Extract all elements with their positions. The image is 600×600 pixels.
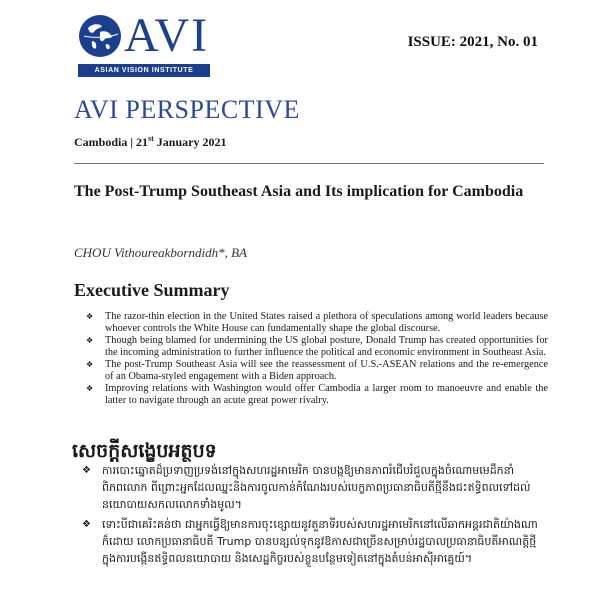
diamond-bullet-icon: ❖	[86, 336, 94, 345]
khmer-summary-text: ទោះបីជាគេរិះគន់ថា ជាអ្នកធ្វើឱ្យមានការចុះខ្សោយនូវតួនាទីរបស់សហរដ្ឋអាមេរិកនៅលើឆាកអន្តរជាតិយ៉ាងណាក៏ដោយ លោកប្រធានាធិបតី Trump បានបន្សល់ទុកនូវឱកាសជាច្រើនសម្រាប់រដ្ឋបាលប្រធានាធិបតីអាណត្តិថ្មី ក្នុងការបង្កើនឥទ្ធិពលនយោបាយ និងសេដ្ឋកិច្ចរបស់ខ្លួនបន្ថែមទៀតនៅក្នុងតំបន់អាស៊ីអាគ្នេយ៍។	[102, 518, 538, 565]
author-line: CHOU Vithoureakborndidh*, BA	[74, 245, 247, 260]
publication-title: AVI PERSPECTIVE	[74, 95, 300, 124]
summary-text: Improving relations with Washington would offer Cambodia a larger room to manoeuvre and enable the latter to navigate through an acute great power rivalry.	[105, 383, 548, 406]
khmer-summary-text: ការបោះឆ្នោតដ៏ប្រទាញប្រទង់នៅក្នុងសហរដ្ឋអាមេរិក បានបង្កឱ្យមានភាពរំជើបរំជួលក្នុងចំណោមមេដឹកនាំពិភពលោក ពីព្រោះអ្នកដែលឈ្នះនិងការចូលកាន់កំណែងរបស់បេក្ខភាពប្រធានាធិបតីថ្មីនឹងជះឥទ្ធិពលទៅដល់នយោបាយសកលលោកទាំងមូល។	[102, 464, 531, 511]
executive-summary-list	[86, 311, 548, 407]
diamond-bullet-icon: ❖	[86, 384, 94, 393]
avi-logo	[78, 9, 218, 80]
dateline-ordinal: st	[148, 134, 154, 143]
list-item	[86, 335, 548, 358]
list-item	[86, 359, 548, 382]
divider	[74, 163, 544, 164]
list-item	[86, 383, 548, 406]
list-item	[82, 516, 552, 567]
summary-text: Though being blamed for undermining the US global posture, Donald Trump has created opportunities for the incoming administration to further influence the political and economic environment in Southeast Asia.	[105, 335, 548, 358]
summary-text: The post-Trump Southeast Asia will see the reassessment of U.S.-ASEAN relations and the re-emergence of an Obama-styled engagement with a Biden approach.	[105, 359, 548, 382]
dateline	[74, 134, 226, 150]
executive-summary-heading: Executive Summary	[74, 280, 230, 300]
list-item	[86, 311, 548, 334]
list-item	[82, 462, 552, 513]
logo-subtitle: ASIAN VISION INSTITUTE	[78, 64, 210, 77]
logo-wordmark: AVI	[124, 9, 210, 62]
issue-number: ISSUE: 2021, No. 01	[407, 34, 538, 50]
summary-text: The razor-thin election in the United States raised a plethora of speculations among world leaders because whoever controls the White House can fundamentally shape the global discourse.	[105, 311, 548, 334]
article-title: The Post-Trump Southeast Asia and Its implication for Cambodia	[74, 183, 524, 200]
dateline-date: January 2021	[153, 135, 227, 149]
khmer-summary-list	[82, 462, 552, 570]
diamond-bullet-icon: ❖	[86, 360, 94, 369]
khmer-summary-heading: សេចក្តីសង្ខេបអត្ថបទ	[72, 440, 217, 462]
dateline-location: Cambodia | 21	[74, 135, 148, 149]
diamond-bullet-icon: ❖	[82, 465, 91, 476]
diamond-bullet-icon: ❖	[86, 312, 94, 321]
globe-icon	[78, 14, 122, 58]
diamond-bullet-icon: ❖	[82, 519, 91, 530]
